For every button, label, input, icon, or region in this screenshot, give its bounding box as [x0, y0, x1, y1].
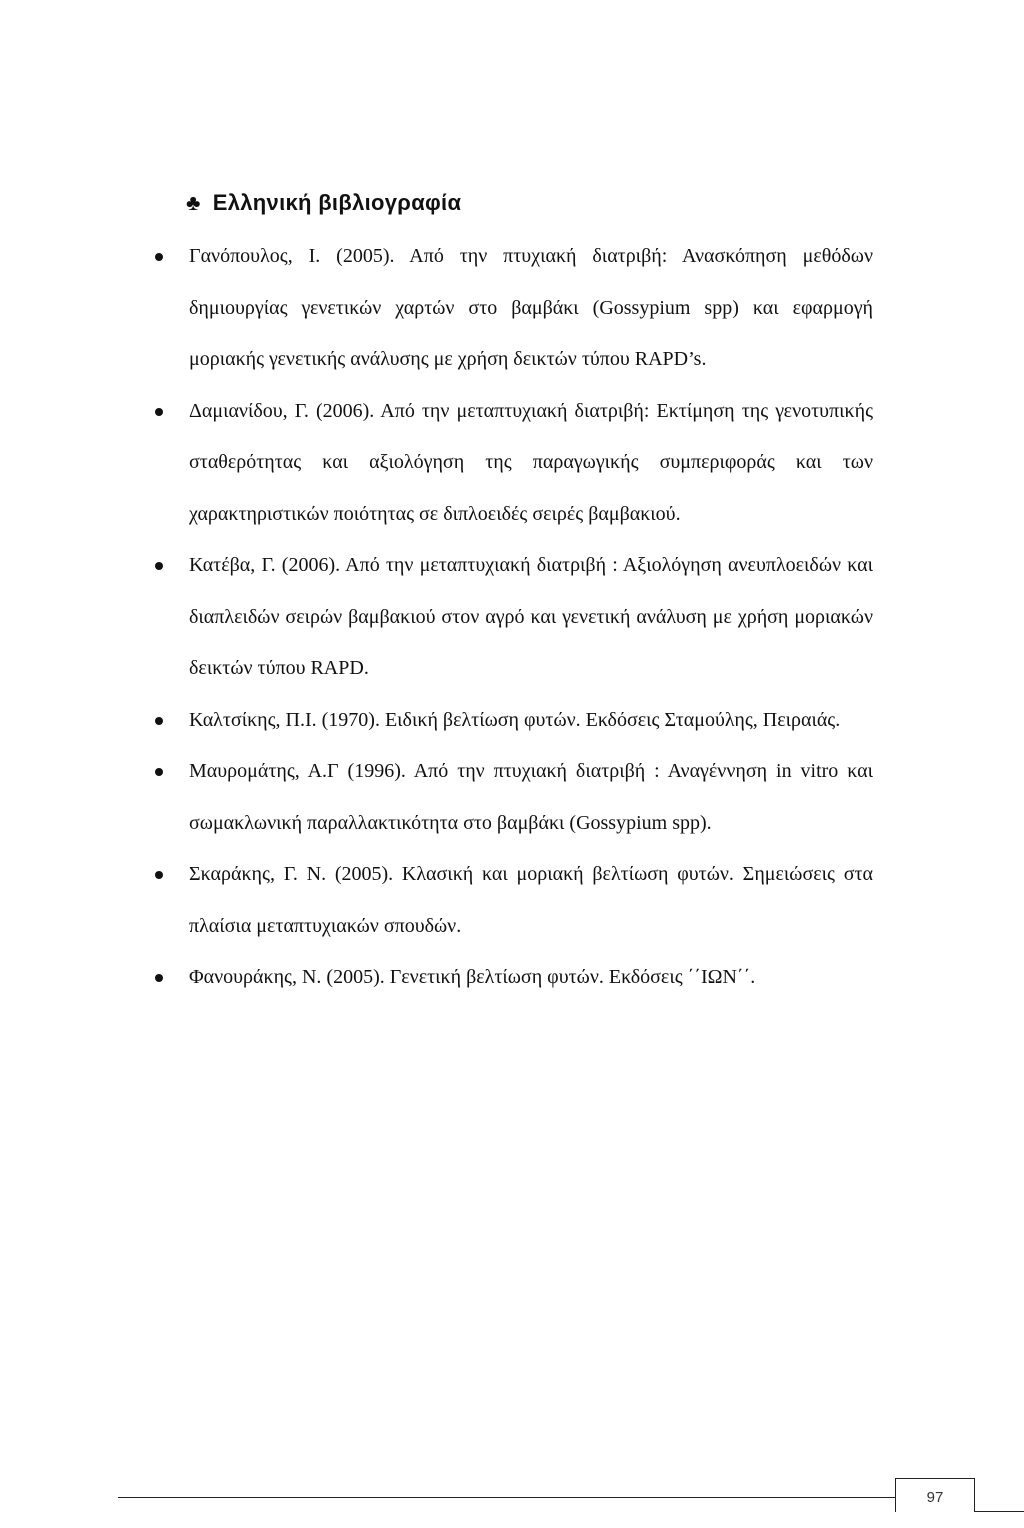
reference-text: Καλτσίκης, Π.Ι. (1970). Ειδική βελτίωση φυτών. Εκδόσεις Σταμούλης, Πειραιάς.	[189, 708, 841, 731]
reference-list	[189, 231, 873, 1004]
section-title: Ελληνική βιβλιογραφία	[212, 190, 462, 215]
bullet-icon	[155, 871, 163, 879]
bullet-icon	[155, 974, 163, 982]
bullet-icon	[155, 717, 163, 725]
reference-text: Κατέβα, Γ. (2006). Από την μεταπτυχιακή διατριβή : Αξιολόγηση ανευπλοειδών και διαπλειδών σειρών βαμβακιού στον αγρό και γενετική ανάλυση με χρήση μοριακών δεικτών τύπου RAPD.	[189, 554, 873, 679]
footer-rule	[118, 1497, 896, 1498]
reference-item	[189, 231, 873, 386]
club-icon: ♣	[186, 190, 201, 215]
reference-text: Δαμιανίδου, Γ. (2006). Από την μεταπτυχιακή διατριβή: Εκτίμηση της γενοτυπικής σταθερότητας και αξιολόγηση της παραγωγικής συμπεριφοράς και των χαρακτηριστικών ποιότητας σε διπλοειδές σειρές βαμβακιού.	[189, 399, 873, 525]
reference-text: Γανόπουλος, Ι. (2005). Από την πτυχιακή διατριβή: Ανασκόπηση μεθόδων δημιουργίας γενετικών χαρτών στο βαμβάκι (Gossypium spp) και εφαρμογή μοριακής γενετικής ανάλυσης με χρήση δεικτών τύπου RAPD’s.	[189, 245, 873, 370]
bullet-icon	[155, 768, 163, 776]
bullet-icon	[155, 562, 163, 570]
page-number: 97	[926, 1489, 944, 1506]
page-number-box	[895, 1478, 975, 1512]
reference-text: Φανουράκης, Ν. (2005). Γενετική βελτίωση φυτών. Εκδόσεις ΄΄ΙΩΝ΄΄.	[189, 966, 756, 988]
footer-rule-right	[975, 1511, 1024, 1512]
reference-item	[189, 695, 873, 747]
reference-item	[189, 849, 873, 952]
reference-text: Σκαράκης, Γ. Ν. (2005). Κλασική και μοριακή βελτίωση φυτών. Σημειώσεις στα πλαίσια μεταπτυχιακών σπουδών.	[189, 863, 873, 937]
reference-item	[189, 952, 873, 1004]
bullet-icon	[155, 408, 163, 416]
reference-text: Μαυρομάτης, Α.Γ (1996). Από την πτυχιακή διατριβή : Αναγέννηση in vitro και σωμακλωνική παραλλακτικότητα στο βαμβάκι (Gossypium spp).	[189, 760, 873, 834]
section-heading	[186, 190, 461, 216]
reference-item	[189, 540, 873, 695]
reference-item	[189, 386, 873, 541]
reference-item	[189, 746, 873, 849]
bullet-icon	[155, 253, 163, 261]
